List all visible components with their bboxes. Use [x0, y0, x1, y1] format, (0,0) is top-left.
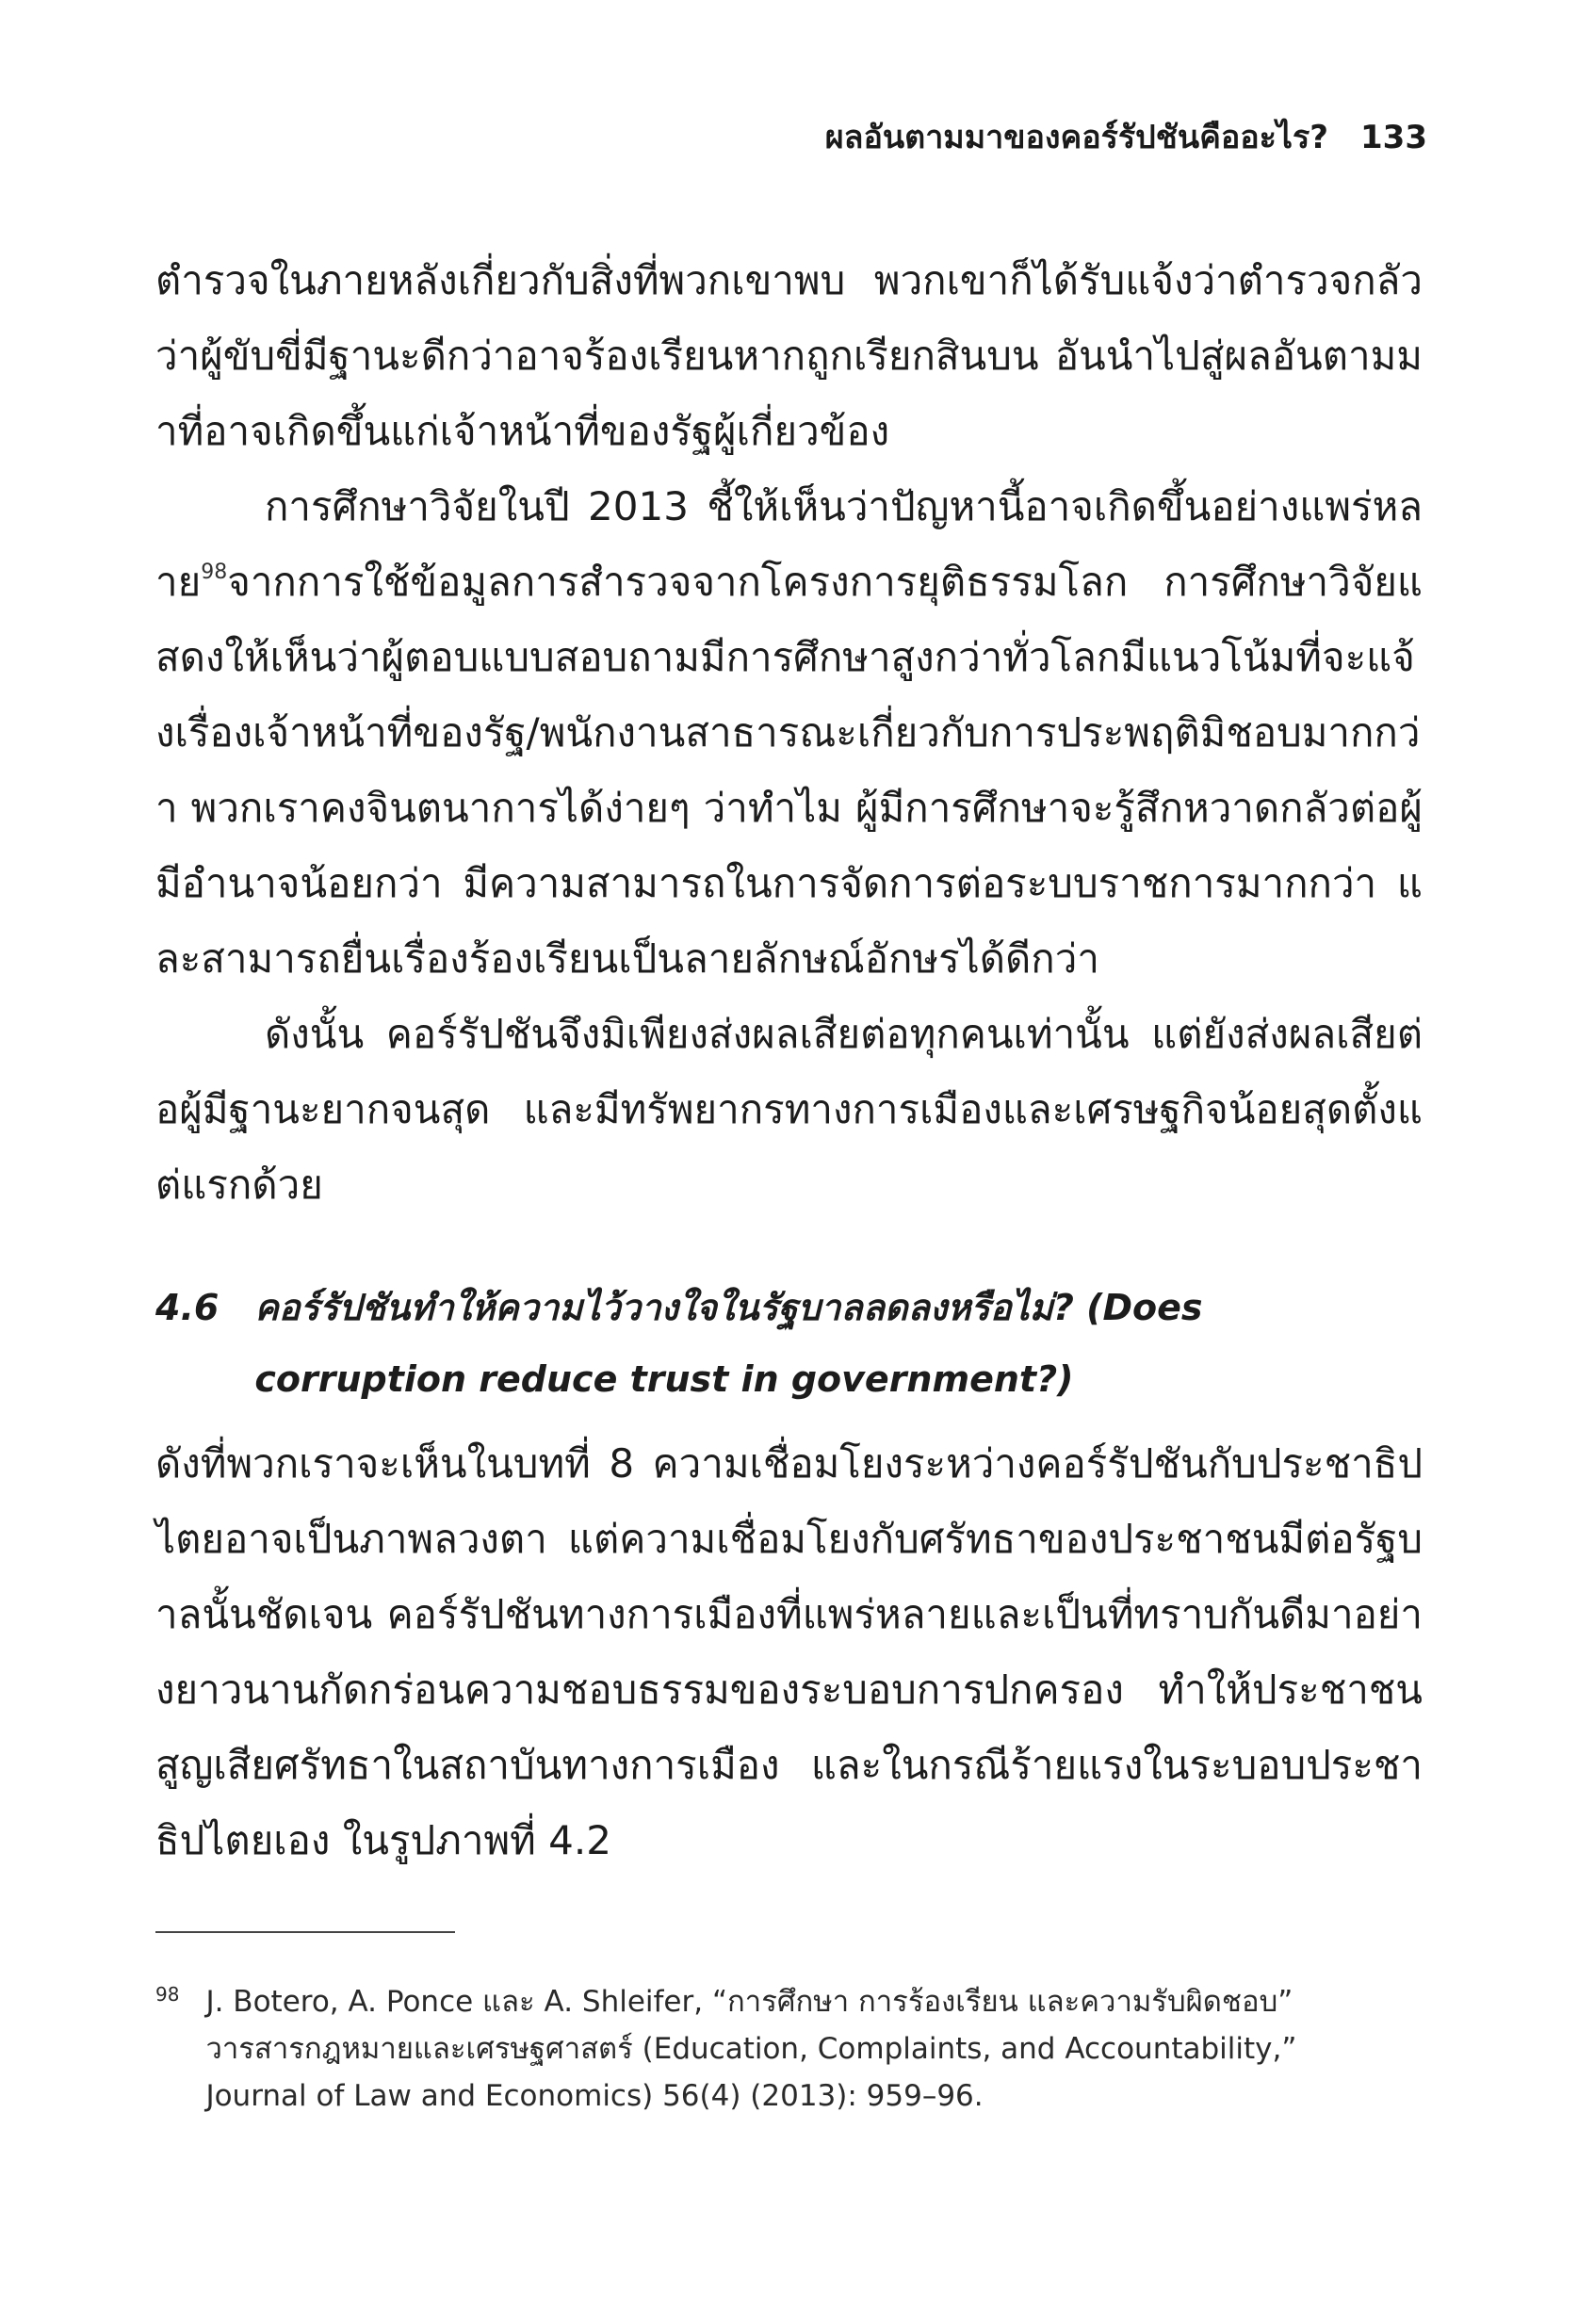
paragraph-section-intro: ดังที่พวกเราจะเห็นในบทที่ 8 ความเชื่อมโยงระหว่างคอร์รัปชันกับประชาธิปไตยอาจเป็นภาพลวงตา แต่ความเชื่อมโยงกับศรัทธาของประชาชนมีต่อรัฐบาลนั้นชัดเจน คอร์รัปชันทางการเมืองที่แพร่หลายและเป็นที่ทราบกันดีมาอย่างยาวนานกัดกร่อนความชอบธรรมของระบอบการปกครอง ทำให้ประชาชนสูญเสียศรัทธาในสถาบันทางการเมือง และในกรณีร้ายแรงในระบอบประชาธิปไตยเอง ในรูปภาพที่ 4.2	[155, 1440, 1423, 1863]
body-text	[155, 243, 1423, 1878]
paragraph-conclusion: ดังนั้น คอร์รัปชันจึงมิเพียงส่งผลเสียต่อทุกคนเท่านั้น แต่ยังส่งผลเสียต่อผู้มีฐานะยากจนสุด และมีทรัพยากรทางการเมืองและเศรษฐกิจน้อยสุดตั้งแต่แรกด้วย	[155, 1011, 1423, 1208]
footnote-reference[interactable]: 98	[201, 561, 228, 584]
footnote-line: วารสารกฎหมายและเศรษฐศาสตร์ (Education, Complaints, and Accountability,”	[205, 2032, 1297, 2066]
footnote-line: Journal of Law and Economics) 56(4) (2013): 959–96.	[205, 2079, 984, 2113]
section-title: คอร์รัปชันทำให้ความไว้วางใจในรัฐบาลลดลงหรือไม่? (Does corruption reduce trust in government?)	[254, 1287, 1203, 1400]
footnote-line: J. Botero, A. Ponce และ A. Shleifer, “การศึกษา การร้องเรียน และความรับผิดชอบ”	[205, 1985, 1293, 2019]
footnote	[155, 1978, 1423, 2120]
footnote-number: 98	[155, 1983, 180, 2006]
page-number: 133	[1360, 119, 1427, 156]
section-heading	[155, 1272, 1423, 1415]
running-title: ผลอันตามมาของคอร์รัปชันคืออะไร?	[824, 119, 1329, 156]
footnote-text	[205, 1978, 1423, 2120]
paragraph-study-2013-lead: การศึกษาวิจัยในปี 2013 ชี้ให้เห็นว่าปัญหานี้อาจเกิดขึ้นอย่างแพร่หลาย	[155, 483, 1423, 605]
section-number: 4.6	[155, 1287, 220, 1328]
footnote-divider	[155, 1931, 455, 1933]
paragraph-study-2013	[155, 469, 1423, 997]
paragraph-continuation: ตำรวจในภายหลังเกี่ยวกับสิ่งที่พวกเขาพบ พวกเขาก็ได้รับแจ้งว่าตำรวจกลัวว่าผู้ขับขี่มีฐานะดีกว่าอาจร้องเรียนหากถูกเรียกสินบน อันนำไปสู่ผลอันตามมาที่อาจเกิดขึ้นแก่เจ้าหน้าที่ของรัฐผู้เกี่ยวข้อง	[155, 257, 1423, 454]
running-header	[825, 111, 1427, 162]
paragraph-study-2013-body: จากการใช้ข้อมูลการสำรวจจากโครงการยุติธรรมโลก การศึกษาวิจัยแสดงให้เห็นว่าผู้ตอบแบบสอบถามมีการศึกษาสูงกว่าทั่วโลกมีแนวโน้มที่จะแจ้งเรื่องเจ้าหน้าที่ของรัฐ/พนักงานสาธารณะเกี่ยวกับการประพฤติมิชอบมากกว่า พวกเราคงจินตนาการได้ง่ายๆ ว่าทำไม ผู้มีการศึกษาจะรู้สึกหวาดกลัวต่อผู้มีอำนาจน้อยกว่า มีความสามารถในการจัดการต่อระบบราชการมากกว่า และสามารถยื่นเรื่องร้องเรียนเป็นลายลักษณ์อักษรได้ดีกว่า	[155, 559, 1423, 982]
